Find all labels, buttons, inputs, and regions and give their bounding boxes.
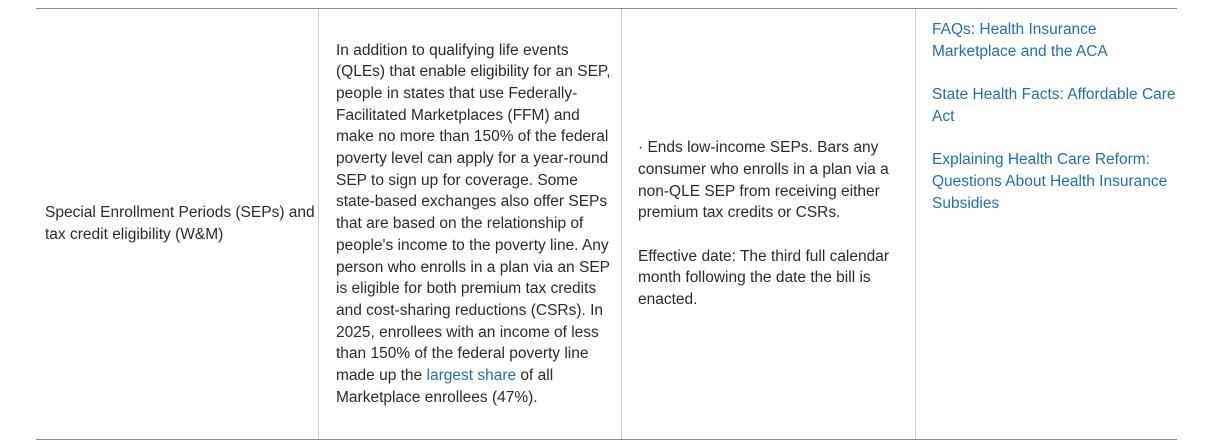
provision-text: Special Enrollment Periods (SEPs) and tax credit eligibility (W&M) (45, 204, 315, 243)
resource-link-explaining-reform[interactable]: Explaining Health Care Reform: Questions About Health Insurance Subsidies (932, 151, 1168, 212)
policy-table-row (36, 8, 1177, 440)
resource-link-faqs[interactable]: FAQs: Health Insurance Marketplace and the ACA (932, 21, 1108, 60)
resources-cell (916, 9, 1177, 439)
proposed-change-text: · Ends low-income SEPs. Bars any consumer who enrolls in a plan via a non-QLE SEP from receiving either premium tax credits or CSRs. (638, 139, 889, 222)
effective-date-text: Effective date: The third full calendar month following the date the bill is enacted. (638, 247, 890, 309)
largest-share-link[interactable]: largest share (426, 367, 517, 385)
provision-cell (36, 9, 319, 439)
current-law-paragraph (336, 40, 613, 409)
current-law-text: In addition to qualifying life events (QLEs) that enable eligibility for an SEP, people in states that use Federally-Facilitated Marketplaces (FFM) and make no more than 150% of the federal poverty level can apply for a year-round SEP to sign up for coverage. Some state-based exchanges also offer SEPs that are based on the relationship of people's income to the poverty line. Any person who enrolls in a plan via an SEP is eligible for both premium tax credits and cost-sharing reductions (CSRs). In 2025, enrollees with an income of less than 150% of the federal poverty line made up the (336, 41, 611, 385)
current-law-cell (319, 9, 622, 439)
resource-link-state-health-facts[interactable]: State Health Facts: Affordable Care Act (932, 86, 1176, 125)
current-law-text-end: of all Marketplace enrollees (47%). (336, 367, 554, 406)
proposed-change-cell (622, 9, 916, 439)
